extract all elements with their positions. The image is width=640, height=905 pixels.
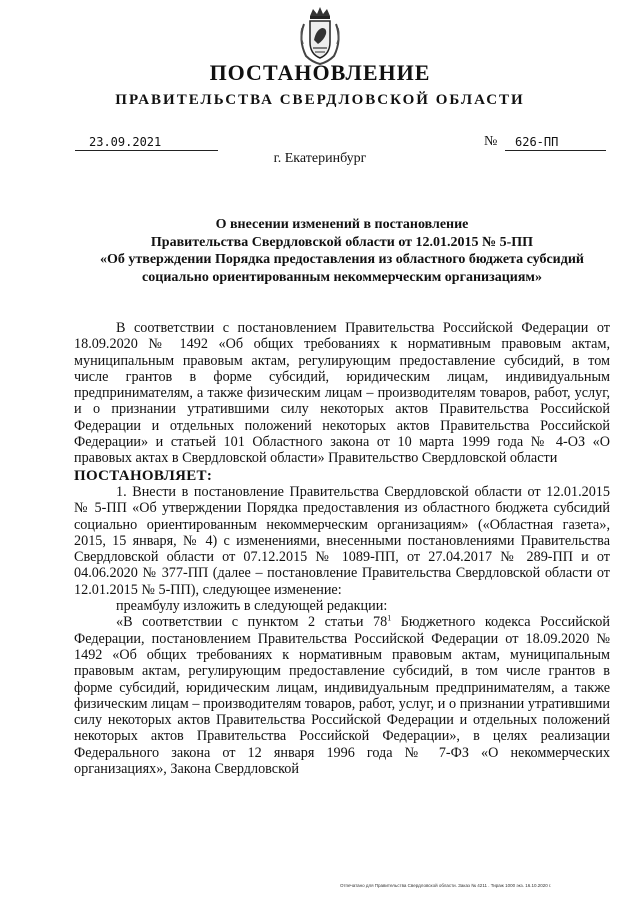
city: г. Екатеринбург: [273, 151, 367, 166]
article-superscript: 1: [387, 613, 392, 623]
document-body: [74, 320, 610, 777]
new-preamble-rest: Бюджетного кодекса Российской Федерации, постановлением Правительства Российской Федерации от 18.09.2020 № 1492 «Об общих требованиях к нормативным правовым актам, муниципальным правовым актам, регулирующим предоставление субсидий, в том числе грантов в форме субсидий, юридическим лицам, индивидуальным предпринимателям, а также физическим лицам – производителям товаров, работ, услуг, и о признании утратившими силу некоторых актов Правительства Российской Федерации и отдельных положений некоторых актов Правительства Российской Федерации», в целях реализации Федерального закона от 12 января 1996 года № 7-ФЗ «О некоммерческих организациях», Закона Свердловской: [74, 614, 610, 778]
new-preamble-start: «В соответствии с пунктом 2 статьи 78: [116, 614, 388, 631]
new-preamble-paragraph: [74, 614, 610, 777]
heading-line: социально ориентированным некоммерческим организациям»: [142, 269, 542, 285]
issuing-authority: ПРАВИТЕЛЬСТВА СВЕРДЛОВСКОЙ ОБЛАСТИ: [115, 92, 525, 108]
heading-line: О внесении изменений в постановление: [215, 217, 469, 232]
heading-line: «Об утверждении Порядка предоставления из областного бюджета субсидий: [100, 252, 584, 268]
preamble-paragraph: В соответствии с постановлением Правительства Российской Федерации от 18.09.2020 № 1492 «Об общих требованиях к нормативным правовым актам, муниципальным правовым актам, регулирующим предоставление субсидий, в том числе грантов в форме субсидий, юридическим лицам, индивидуальным предпринимателям, а также физическим лицам – производителям товаров, работ, услуг, и о признании утратившими силу некоторых актов Правительства Российской Федерации и отдельных положений некоторых актов Правительства Российской Федерации» и статьей 101 Областного закона от 10 марта 1999 года № 4-ОЗ «О правовых актах в Свердловской области» Правительство Свердловской области: [74, 320, 610, 467]
document-number: 626-ПП: [505, 134, 606, 151]
document-date: 23.09.2021: [75, 134, 218, 151]
document-type-title: ПОСТАНОВЛЕНИЕ: [209, 60, 431, 85]
clause-1-paragraph: 1. Внести в постановление Правительства Свердловской области от 12.01.2015 № 5-ПП «Об утверждении Порядка предоставления из областного бюджета субсидий социально ориентированным некоммерческим организациям» («Областная газета», 2015, 15 января, № 4) с изменениями, внесенными постановлениями Правительства Свердловской области от 07.12.2015 № 1089-ПП, от 27.04.2017 № 289-ПП и от 04.06.2020 № 377-ПП (далее – постановление Правительства Свердловской области от 12.01.2015 № 5-ПП), следующее изменение:: [74, 483, 610, 598]
print-footer: Отпечатано для Правительства Свердловской области. Заказ № 4211 . Тираж 1000 экз. 16.10.2020 г.: [340, 883, 552, 888]
coat-of-arms-icon: [296, 6, 344, 66]
decree-word: ПОСТАНОВЛЯЕТ:: [74, 467, 213, 484]
document-heading: [74, 216, 610, 286]
amendment-intro: преамбулу изложить в следующей редакции:: [116, 598, 388, 615]
heading-line: Правительства Свердловской области от 12.01.2015 № 5-ПП: [150, 234, 534, 250]
number-sign: №: [484, 134, 498, 149]
